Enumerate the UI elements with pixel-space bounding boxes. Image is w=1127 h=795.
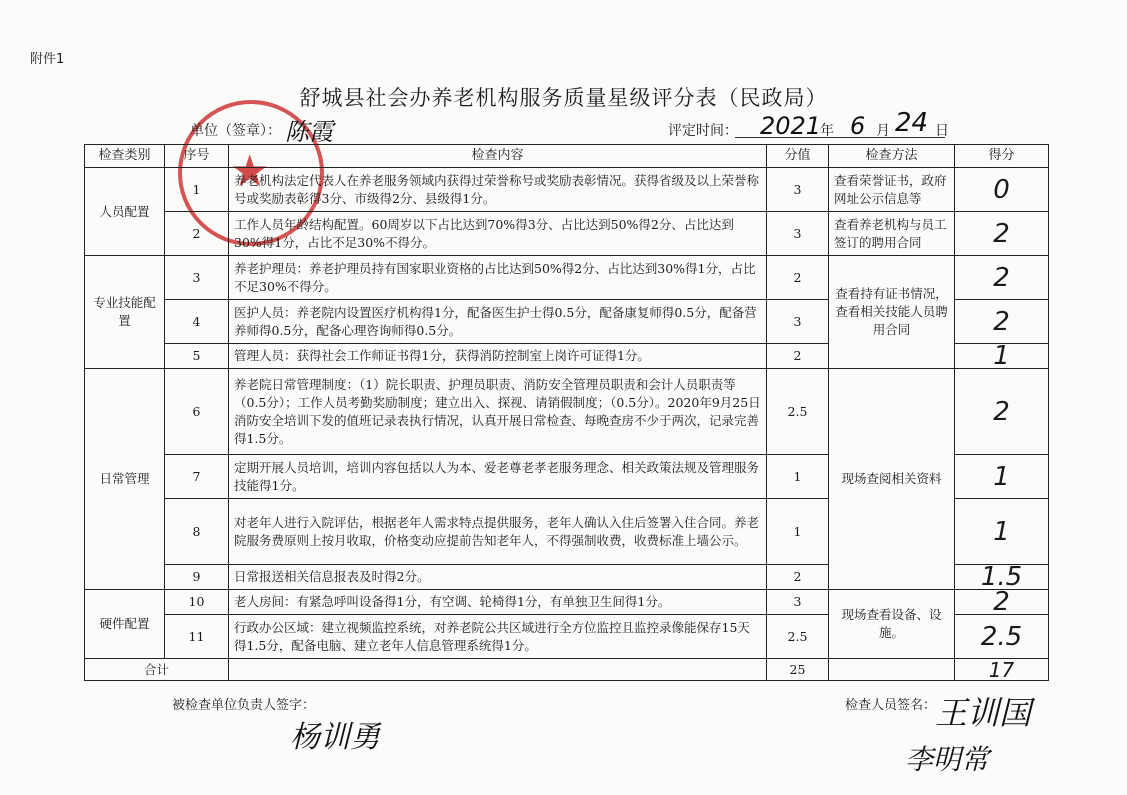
method-honors: 查看荣誉证书，政府网址公示信息等 — [829, 168, 955, 212]
row-content: 养老机构法定代表人在养老服务领域内获得过荣誉称号或奖励表彰情况。获得省级及以上荣誉称号或奖励表彰得3分、市级得2分、县级得1分。 — [229, 168, 767, 212]
row-points: 2 — [767, 344, 829, 369]
table-row — [85, 168, 1049, 212]
row-points: 3 — [767, 590, 829, 615]
method-certificates: 查看持有证书情况，查看相关技能人员聘用合同 — [829, 256, 955, 369]
total-label: 合计 — [85, 659, 229, 681]
row-content: 定期开展人员培训，培训内容包括以人为本、爱老尊老孝老服务理念、相关政策法规及管理服务技能得1分。 — [229, 455, 767, 499]
table-row — [85, 256, 1049, 300]
row-no: 4 — [165, 300, 229, 344]
date-year: 2021 — [760, 112, 822, 140]
inspector-signature-1: 王训国 — [935, 694, 1032, 732]
row-content: 日常报送相关信息报表及时得2分。 — [229, 565, 767, 590]
date-label: 评定时间： — [668, 123, 738, 139]
row-points: 1 — [767, 455, 829, 499]
date-day-suffix: 日 — [935, 123, 949, 139]
row-score: 2 — [955, 212, 1049, 256]
header-no: 序号 — [165, 145, 229, 168]
row-points: 2.5 — [767, 615, 829, 659]
row-no: 1 — [165, 168, 229, 212]
total-empty-method — [829, 659, 955, 681]
unit-label: 单位（签章）： — [190, 123, 281, 139]
row-no: 5 — [165, 344, 229, 369]
method-records: 现场查阅相关资料 — [829, 369, 955, 590]
total-empty-cell — [229, 659, 767, 681]
header-method: 检查方法 — [829, 145, 955, 168]
inspector-signature-label: 检查人员签名： — [845, 698, 937, 713]
row-no: 7 — [165, 455, 229, 499]
scoring-table — [84, 144, 1049, 681]
total-points: 25 — [767, 659, 829, 681]
table-row — [85, 590, 1049, 615]
row-score: 1.5 — [955, 565, 1049, 590]
attachment-label: 附件1 — [30, 52, 65, 67]
row-no: 6 — [165, 369, 229, 455]
header-points: 分值 — [767, 145, 829, 168]
row-points: 3 — [767, 212, 829, 256]
date-year-suffix: 年 — [820, 123, 834, 139]
table-row — [85, 212, 1049, 256]
table-row — [85, 369, 1049, 455]
row-content: 养老院日常管理制度：（1）院长职责、护理员职责、消防安全管理员职责和会计人员职责等（0.5分）；工作人员考勤奖励制度；建立出入、探视、请销假制度；（0.5分）。2020年9月25日消防安全培训下发的值班记录表执行情况，认真开展日常检查、每晚查房不少于两次，记录完善得1.5分。 — [229, 369, 767, 455]
row-no: 11 — [165, 615, 229, 659]
responsible-signature: 杨训勇 — [290, 720, 380, 755]
method-onsite: 现场查看设备、设施。 — [829, 590, 955, 659]
category-hardware: 硬件配置 — [85, 590, 165, 659]
row-score: 2 — [955, 590, 1049, 615]
row-points: 2 — [767, 256, 829, 300]
unit-signature: 陈霞 — [285, 118, 333, 146]
row-points: 1 — [767, 499, 829, 565]
category-personnel: 人员配置 — [85, 168, 165, 256]
row-no: 10 — [165, 590, 229, 615]
row-no: 3 — [165, 256, 229, 300]
row-score: 2 — [955, 256, 1049, 300]
date-day: 24 — [895, 108, 929, 138]
row-content: 养老护理员：养老护理员持有国家职业资格的占比达到50%得2分、占比达到30%得1分，占比不足30%不得分。 — [229, 256, 767, 300]
row-score: 2 — [955, 369, 1049, 455]
row-score: 1 — [955, 455, 1049, 499]
total-row — [85, 659, 1049, 681]
row-content: 对老年人进行入院评估，根据老年人需求特点提供服务，老年人确认入住后签署入住合同。养老院服务费原则上按月收取，价格变动应提前告知老年人，不得强制收费，收费标准上墙公示。 — [229, 499, 767, 565]
row-score: 1 — [955, 499, 1049, 565]
date-month: 6 — [850, 112, 866, 140]
row-content: 医护人员：养老院内设置医疗机构得1分，配备医生护士得0.5分，配备康复师得0.5分，配备营养师得0.5分，配备心理咨询师得0.5分。 — [229, 300, 767, 344]
header-category: 检查类别 — [85, 145, 165, 168]
row-content: 行政办公区域：建立视频监控系统，对养老院公共区域进行全方位监控且监控录像能保存15天得1.5分，配备电脑、建立老年人信息管理系统得1分。 — [229, 615, 767, 659]
total-score: 17 — [955, 659, 1049, 681]
responsible-signature-label: 被检查单位负责人签字： — [172, 698, 316, 713]
row-content: 管理人员：获得社会工作师证书得1分，获得消防控制室上岗许可证得1分。 — [229, 344, 767, 369]
category-skills: 专业技能配置 — [85, 256, 165, 369]
row-score: 0 — [955, 168, 1049, 212]
category-daily: 日常管理 — [85, 369, 165, 590]
row-score: 2 — [955, 300, 1049, 344]
table-header-row — [85, 145, 1049, 168]
page-title: 舒城县社会办养老机构服务质量星级评分表（民政局） — [299, 86, 828, 110]
row-content: 工作人员年龄结构配置。60周岁以下占比达到70%得3分、占比达到50%得2分、占比达到30%得1分，占比不足30%不得分。 — [229, 212, 767, 256]
method-contracts: 查看养老机构与员工签订的聘用合同 — [829, 212, 955, 256]
row-points: 3 — [767, 300, 829, 344]
row-no: 9 — [165, 565, 229, 590]
header-score: 得分 — [955, 145, 1049, 168]
inspector-signature-2: 李明常 — [905, 743, 990, 776]
row-no: 8 — [165, 499, 229, 565]
row-content: 老人房间：有紧急呼叫设备得1分，有空调、轮椅得1分，有单独卫生间得1分。 — [229, 590, 767, 615]
row-no: 2 — [165, 212, 229, 256]
row-points: 3 — [767, 168, 829, 212]
row-points: 2 — [767, 565, 829, 590]
row-score: 1 — [955, 344, 1049, 369]
row-score: 2.5 — [955, 615, 1049, 659]
date-month-suffix: 月 — [876, 123, 890, 139]
seal-star-icon: ★ — [230, 146, 270, 197]
row-points: 2.5 — [767, 369, 829, 455]
header-content: 检查内容 — [229, 145, 767, 168]
